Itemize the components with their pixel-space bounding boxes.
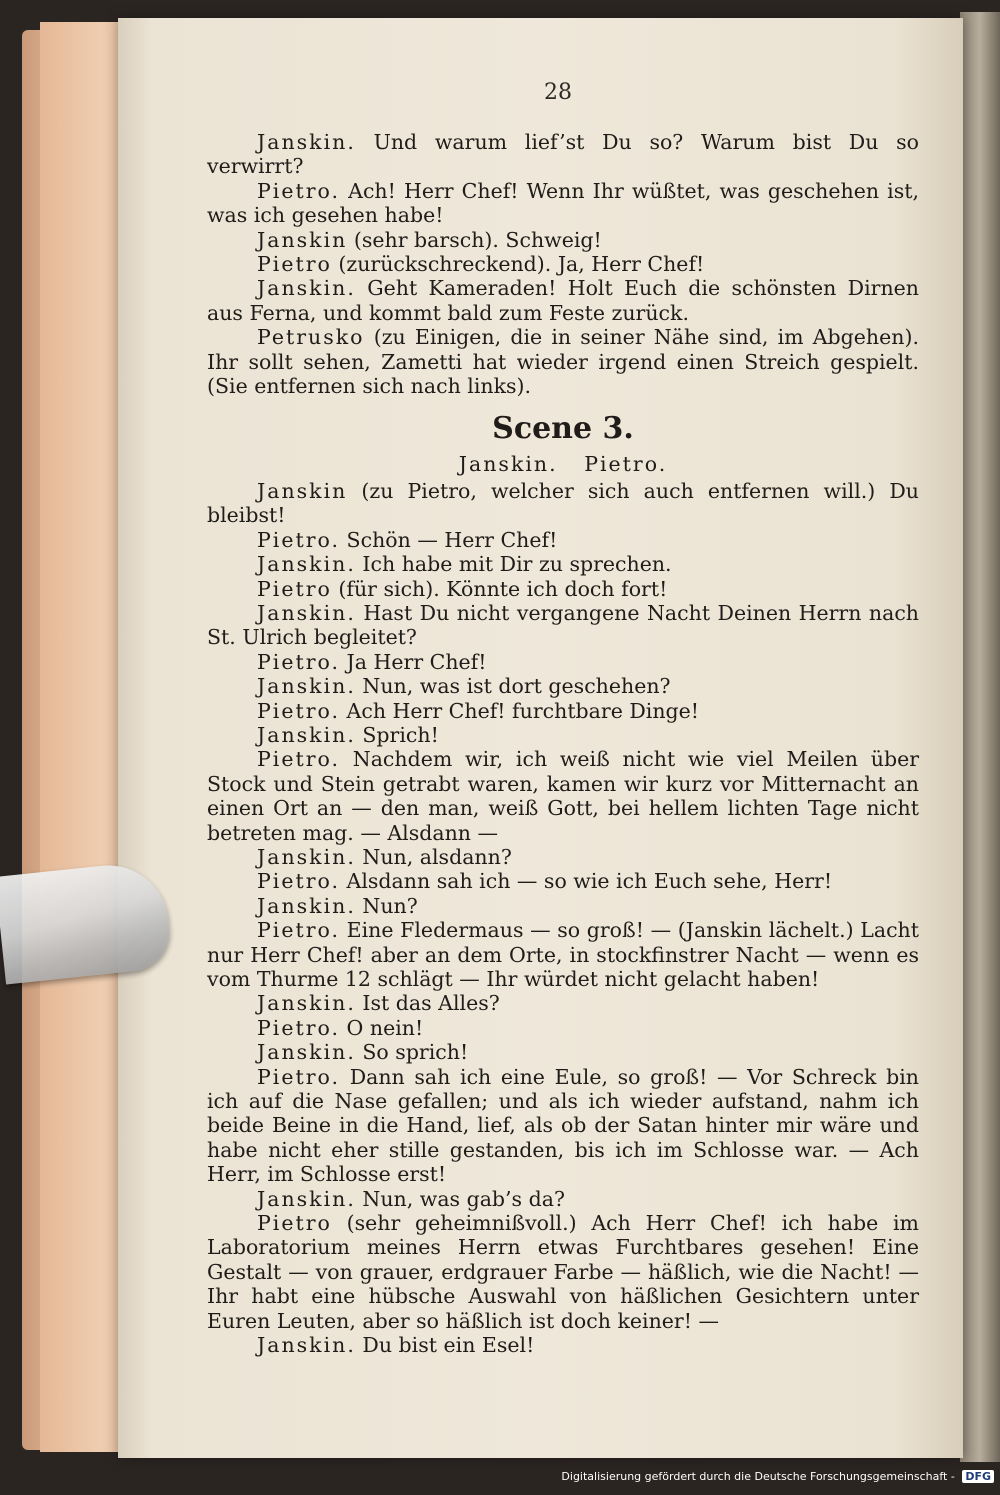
line-text: Nun, alsdann? bbox=[355, 844, 512, 869]
speaker-name: Janskin bbox=[257, 478, 348, 503]
line-text: Und warum lief’st Du so? Warum bist Du so verwirrt? bbox=[207, 130, 919, 179]
dialogue-line bbox=[207, 1040, 919, 1064]
speaker-name: Janskin. bbox=[257, 1333, 356, 1358]
line-text: Ach! Herr Chef! Wenn Ihr wüßtet, was geschehen ist, was ich gesehen habe! bbox=[207, 178, 919, 228]
dialogue-line bbox=[207, 747, 919, 845]
line-text: Ja Herr Chef! bbox=[340, 649, 487, 674]
dialogue-line bbox=[207, 601, 919, 650]
dialogue-line bbox=[207, 552, 919, 576]
line-text: O nein! bbox=[340, 1015, 424, 1040]
speaker-name: Janskin. bbox=[257, 893, 356, 918]
line-text: Alsdann sah ich — so wie ich Euch sehe, Herr! bbox=[340, 869, 833, 894]
dialogue-line bbox=[207, 723, 919, 747]
speaker-name: Pietro. bbox=[257, 869, 341, 894]
dialogue-line bbox=[207, 699, 919, 723]
page-number: 28 bbox=[544, 80, 572, 105]
speaker-name: Janskin. bbox=[257, 844, 356, 869]
dialogue-line bbox=[207, 1211, 919, 1333]
line-text: Hast Du nicht vergangene Nacht Deinen Herrn nach St. Ulrich begleitet? bbox=[207, 600, 919, 650]
line-text: Du bist ein Esel! bbox=[355, 1333, 535, 1358]
dialogue-before-scene bbox=[207, 130, 919, 398]
dialogue-line bbox=[207, 894, 919, 918]
scene-heading: Scene 3. bbox=[492, 411, 634, 447]
speaker-name: Janskin. bbox=[257, 991, 356, 1016]
speaker-name: Pietro. bbox=[257, 1015, 341, 1040]
speaker-name: Janskin. bbox=[257, 552, 356, 577]
line-text: Schön — Herr Chef! bbox=[340, 527, 558, 552]
digitization-credit bbox=[560, 1470, 994, 1483]
dialogue-line bbox=[207, 650, 919, 674]
dialogue-line bbox=[207, 1065, 919, 1187]
line-text: Dann sah ich eine Eule, so groß! — Vor Schreck bin ich auf die Nase gefallen; und als ich wieder aufstand, nahm ich beide Beine in die Hand, lief, als ob der Satan hinter mir wäre und habe nicht eher stille gestanden, bis ich im Schlosse war. — Ach Herr, im Schlosse erst! bbox=[207, 1064, 919, 1187]
line-text: Nachdem wir, ich weiß nicht wie viel Meilen über Stock und Stein getrabt waren, kamen wir kurz vor Mitternacht an einen Ort an — den man, weiß Gott, bei hellem lichten Tage nicht betreten mag. — Alsdann — bbox=[207, 747, 919, 845]
dialogue-line bbox=[207, 845, 919, 869]
speaker-name: Pietro. bbox=[257, 698, 341, 723]
speaker-name: Janskin. bbox=[257, 130, 356, 154]
dialogue-line bbox=[207, 1333, 919, 1357]
speaker-name: Pietro. bbox=[257, 918, 341, 943]
line-text: So sprich! bbox=[355, 1040, 469, 1065]
scene-cast bbox=[207, 452, 919, 476]
speaker-name: Pietro. bbox=[257, 747, 341, 772]
speaker-name: Pietro. bbox=[257, 1064, 341, 1089]
line-text: (zurückschreckend). Ja, Herr Chef! bbox=[331, 252, 705, 277]
dialogue-line bbox=[207, 674, 919, 698]
cast-member: Pietro. bbox=[584, 452, 668, 477]
line-text: Nun, was gab’s da? bbox=[355, 1186, 565, 1211]
dialogue-line bbox=[207, 528, 919, 552]
dialogue-line bbox=[207, 918, 919, 991]
line-text: (zu Pietro, welcher sich auch entfernen will.) Du bleibst! bbox=[207, 478, 919, 528]
line-text: Nun, was ist dort geschehen? bbox=[355, 674, 671, 699]
line-text: (für sich). Könnte ich doch fort! bbox=[331, 576, 668, 601]
speaker-name: Janskin. bbox=[257, 722, 356, 747]
speaker-name: Janskin. bbox=[257, 276, 356, 301]
line-text: (sehr barsch). Schweig! bbox=[347, 227, 602, 252]
dialogue-line bbox=[207, 1187, 919, 1211]
speaker-name: Pietro. bbox=[257, 649, 341, 674]
speaker-name: Janskin. bbox=[257, 674, 356, 699]
dialogue-line bbox=[207, 577, 919, 601]
dialogue-line bbox=[207, 325, 919, 398]
dfg-logo: DFG bbox=[962, 1470, 994, 1483]
speaker-name: Pietro. bbox=[257, 527, 341, 552]
cast-member: Janskin. bbox=[458, 452, 558, 477]
line-text: (sehr geheimnißvoll.) Ach Herr Chef! ich habe im Laboratorium meines Herrn etwas Furchtbares gesehen! Eine Gestalt — von grauer, erdgrauer Farbe — häßlich, wie die Nacht! — Ihr habt eine hübsche Auswahl von häßlichen Gesichtern unter Euren Leuten, aber so häßlich ist doch keiner! — bbox=[207, 1211, 919, 1333]
speaker-name: Petrusko bbox=[257, 325, 365, 350]
speaker-name: Pietro. bbox=[257, 178, 341, 203]
credit-text: Digitalisierung gefördert durch die Deutsche Forschungsgemeinschaft - bbox=[561, 1470, 955, 1483]
line-text: Sprich! bbox=[355, 722, 439, 747]
speaker-name: Janskin bbox=[257, 227, 348, 252]
dialogue-line bbox=[207, 276, 919, 325]
dialogue-after-scene bbox=[207, 479, 919, 1358]
speaker-name: Janskin. bbox=[257, 1186, 356, 1211]
line-text: Ich habe mit Dir zu sprechen. bbox=[355, 552, 672, 577]
line-text: Geht Kameraden! Holt Euch die schönsten Dirnen aus Ferna, und kommt bald zum Feste zurück. bbox=[207, 276, 919, 325]
line-text: (zu Einigen, die in seiner Nähe sind, im Abgehen). Ihr sollt sehen, Zametti hat wieder irgend einen Streich gespielt. (Sie entfernen sich nach links). bbox=[207, 325, 919, 399]
dialogue-line bbox=[207, 252, 919, 276]
line-text: Eine Fledermaus — so groß! — (Janskin lächelt.) Lacht nur Herr Chef! aber an dem Orte, in stockfinstrer Nacht — wenn es vom Thurme 12 schlägt — Ihr würdet nicht gelacht haben! bbox=[207, 918, 919, 991]
dialogue-line bbox=[207, 179, 919, 228]
page-text bbox=[207, 130, 919, 1358]
speaker-name: Janskin. bbox=[257, 1040, 356, 1065]
book-binding-edge bbox=[960, 12, 1000, 1462]
dialogue-line bbox=[207, 991, 919, 1015]
dialogue-line bbox=[207, 228, 919, 252]
speaker-name: Pietro bbox=[257, 1211, 332, 1236]
line-text: Ach Herr Chef! furchtbare Dinge! bbox=[340, 698, 700, 723]
speaker-name: Janskin. bbox=[257, 600, 356, 625]
speaker-name: Pietro bbox=[257, 576, 332, 601]
line-text: Nun? bbox=[355, 893, 418, 918]
dialogue-line bbox=[207, 1016, 919, 1040]
speaker-name: Pietro bbox=[257, 252, 332, 277]
dialogue-line bbox=[207, 130, 919, 179]
line-text: Ist das Alles? bbox=[355, 991, 500, 1016]
dialogue-line bbox=[207, 869, 919, 893]
dialogue-line bbox=[207, 479, 919, 528]
